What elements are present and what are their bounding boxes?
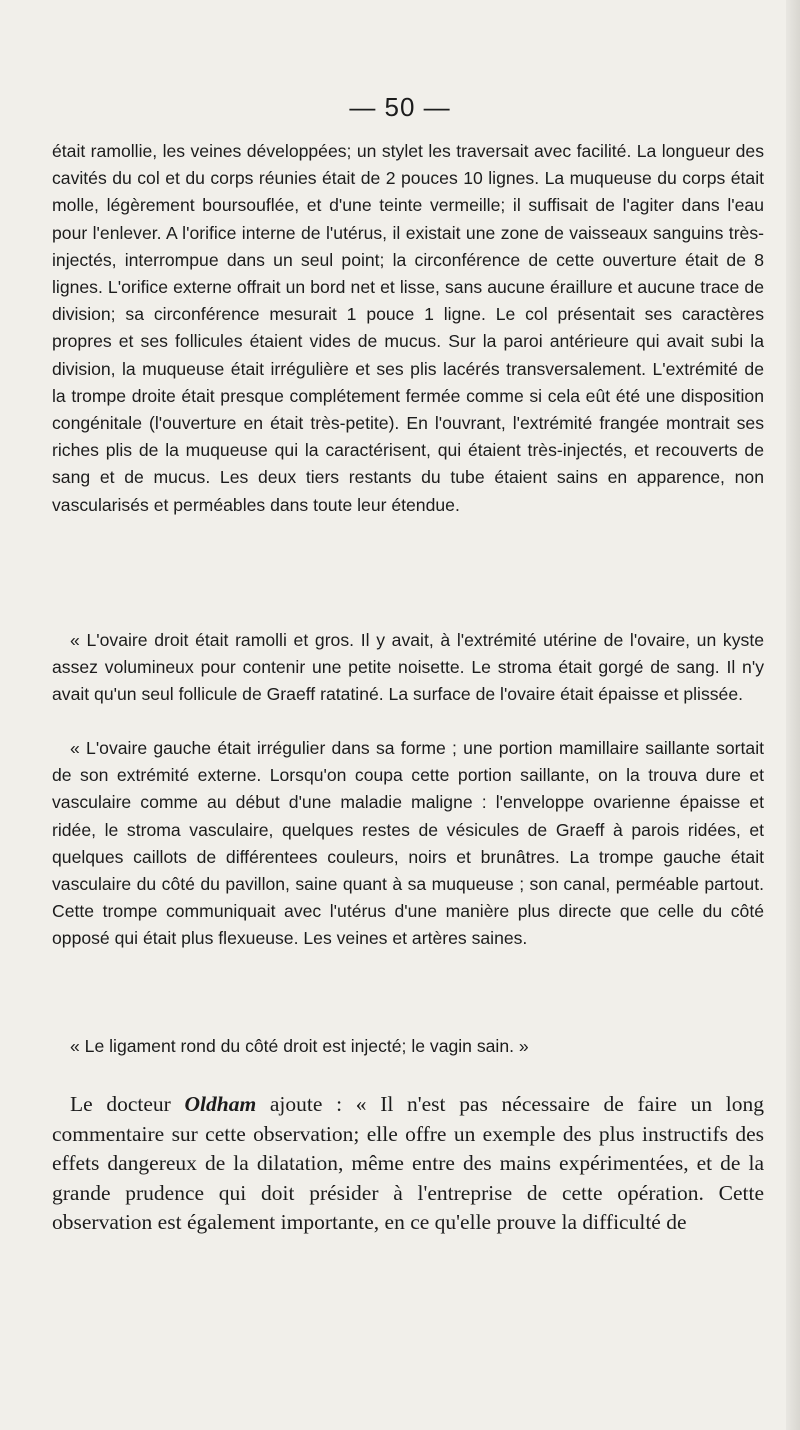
paragraph-round-ligament: « Le ligament rond du côté droit est injecté; le vagin sain. » [70, 1036, 529, 1056]
page-number: — 50 — [349, 92, 451, 122]
page-edge-shadow [786, 0, 800, 1430]
paragraph-left-ovary: « L'ovaire gauche était irrégulier dans sa forme ; une portion mamillaire saillante sortait de son extrémité externe. Lorsqu'on coupa cette portion saillante, on la trouva dure et vasculaire comme au début d'une maladie maligne : l'enveloppe ovarienne épaisse et ridée, le stroma vasculaire, quelques restes de vésicules de Graeff à parois ridées, et quelques caillots de différentees couleurs, noirs et brunâtres. La trompe gauche était vasculaire du côté du pavillon, saine quant à sa muqueuse ; son canal, perméable partout. Cette trompe communiquait avec l'utérus d'une manière plus directe que celle du côté opposé qui était plus flexueuse. Les veines et artères saines. [52, 738, 764, 949]
author-name-oldham: Oldham [184, 1092, 257, 1116]
paragraph-right-ovary: « L'ovaire droit était ramolli et gros. Il y avait, à l'extrémité utérine de l'ovaire, un kyste assez volumineux pour contenir une petite noisette. Le stroma était gorgé de sang. Il n'y avait qu'un seul follicule de Graeff ratatiné. La surface de l'ovaire était épaisse et plissée. [52, 630, 764, 705]
paragraph-oldham-comment [52, 1090, 764, 1238]
comment-text: ajoute : « Il n'est pas nécessaire de faire un long commentaire sur cette observation; elle offre un exemple des plus instructifs des effets dangereux de la dilatation, même entre des mains expérimentées, et de la grande prudence qui doit présider à l'entreprise de cette opération. Cette observation est également importante, en ce qu'elle prouve la difficulté de [52, 1092, 764, 1234]
comment-intro: Le docteur [70, 1092, 185, 1116]
paragraph-autopsy-uterus: était ramollie, les veines développées; un stylet les traversait avec facilité. La longueur des cavités du col et du corps réunies était de 2 pouces 10 lignes. La muqueuse du corps était molle, légèrement boursouflée, et d'une teinte vermeille; il suffisait de l'agiter dans l'eau pour l'enlever. A l'orifice interne de l'utérus, il existait une zone de vaisseaux sanguins très-injectés, interrompue dans un seul point; la circonférence de cette ouverture était de 8 lignes. L'orifice externe offrait un bord net et lisse, sans aucune éraillure et aucune trace de division; sa circonférence mesurait 1 pouce 1 ligne. Le col présentait ses caractères propres et ses follicules étaient vides de mucus. Sur la paroi antérieure qui avait subi la division, la muqueuse était irrégulière et ses plis lacérés transversalement. L'extrémité de la trompe droite était presque complétement fermée comme si cela eût été une disposition congénitale (l'ouverture en était très-petite). En l'ouvrant, l'extrémité frangée montrait ses riches plis de la muqueuse qui la caractérisent, qui étaient très-injectés, et recouverts de sang et de mucus. Les deux tiers restants du tube étaient sains en apparence, non vascularisés et perméables dans toute leur étendue. [52, 141, 764, 515]
